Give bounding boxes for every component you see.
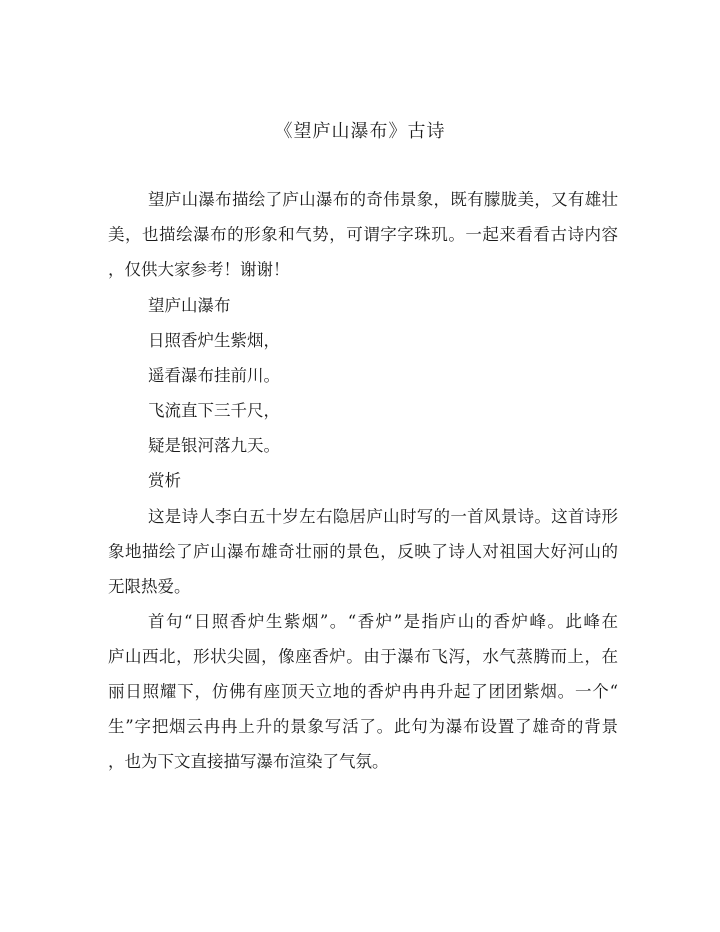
intro-line-1: 望庐山瀑布描绘了庐山瀑布的奇伟景象，既有朦胧美，又有雄壮: [148, 190, 618, 209]
intro-line-2: 美，也描绘瀑布的形象和气势，可谓字字珠玑。一起来看看古诗内容: [108, 225, 618, 244]
poem-line-2: 遥看瀑布挂前川。: [148, 366, 280, 385]
analysis-p2-line-1: 首句“日照香炉生紫烟”。“香炉”是指庐山的香炉峰。此峰在: [148, 612, 618, 631]
poem-line-1: 日照香炉生紫烟，: [148, 331, 280, 350]
intro-line-3: ，仅供大家参考！谢谢！: [108, 260, 290, 279]
analysis-heading: 赏析: [148, 471, 181, 490]
analysis-p2-line-5: ，也为下文直接描写瀑布渲染了气氛。: [108, 752, 389, 771]
analysis-p1-line-2: 象地描绘了庐山瀑布雄奇壮丽的景色，反映了诗人对祖国大好河山的: [108, 542, 618, 561]
page-title: 《望庐山瀑布》古诗: [274, 121, 446, 142]
poem-title: 望庐山瀑布: [148, 296, 231, 315]
analysis-p2-line-2: 庐山西北，形状尖圆，像座香炉。由于瀑布飞泻，水气蒸腾而上，在: [108, 647, 618, 666]
analysis-p2-line-4: 生”字把烟云冉冉上升的景象写活了。此句为瀑布设置了雄奇的背景: [108, 717, 618, 736]
poem-line-3: 飞流直下三千尺，: [148, 401, 280, 420]
analysis-p1-line-3: 无限热爱。: [108, 577, 191, 596]
poem-line-4: 疑是银河落九天。: [148, 436, 280, 455]
analysis-p2-line-3: 丽日照耀下，仿佛有座顶天立地的香炉冉冉升起了团团紫烟。一个“: [108, 682, 618, 701]
analysis-p1-line-1: 这是诗人李白五十岁左右隐居庐山时写的一首风景诗。这首诗形: [148, 507, 618, 526]
